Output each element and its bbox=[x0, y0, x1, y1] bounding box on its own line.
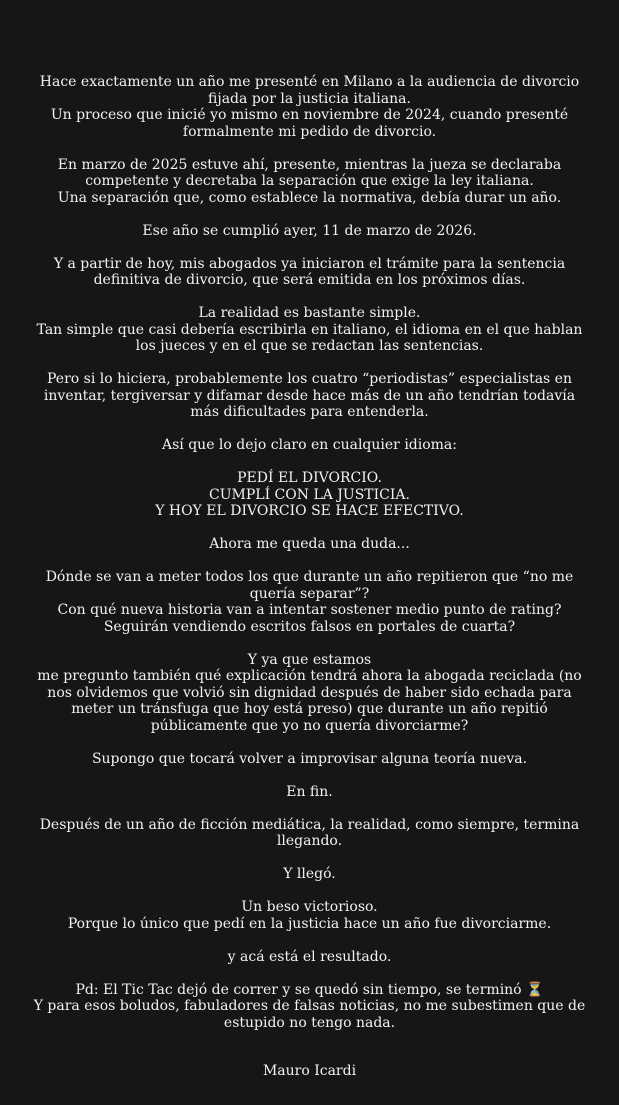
text-line: Porque lo único que pedí en la justicia hace un año fue divorciarme. bbox=[67, 915, 552, 932]
paragraph bbox=[0, 223, 619, 240]
signature: Mauro Icardi bbox=[262, 1063, 357, 1079]
text-line: Un proceso que inicié yo mismo en noviembre de 2024, cuando presenté bbox=[50, 107, 569, 123]
paragraph bbox=[0, 157, 619, 207]
text-line: Y ya que estamos bbox=[247, 651, 372, 668]
text-line: definitiva de divorcio, que será emitida en los próximos días. bbox=[93, 272, 526, 288]
paragraph bbox=[0, 74, 619, 140]
paragraph bbox=[0, 569, 619, 635]
text-line: más dificultades para entenderla. bbox=[190, 404, 429, 420]
text-line: Tan simple que casi debería escribirla en italiano, el idioma en el que hablan bbox=[36, 321, 583, 338]
text-line: y acá está el resultado. bbox=[227, 948, 392, 965]
text-line: estupido no tengo nada. bbox=[223, 1014, 396, 1031]
text-line: Con qué nueva historia van a intentar sostener medio punto de rating? bbox=[57, 602, 562, 618]
text-line: competente y decretaba la separación que exige la ley italiana. bbox=[85, 173, 534, 189]
text-line: CUMPLÍ CON LA JUSTICIA. bbox=[209, 486, 410, 503]
text-line: Y para esos boludos, fabuladores de falsas noticias, no me subestimen que de bbox=[33, 998, 586, 1014]
paragraph bbox=[0, 437, 619, 454]
text-line: Dónde se van a meter todos los que durante un año repitieron que “no me bbox=[45, 569, 574, 585]
paragraph bbox=[0, 784, 619, 801]
text-line: Una separación que, como establece la normativa, debía durar un año. bbox=[57, 189, 562, 206]
paragraph bbox=[0, 751, 619, 768]
paragraph bbox=[0, 305, 619, 355]
paragraph bbox=[0, 899, 619, 932]
text-line: En marzo de 2025 estuve ahí, presente, mientras la jueza se declaraba bbox=[57, 156, 562, 173]
text-line: Ahora me queda una duda... bbox=[209, 536, 410, 552]
paragraph bbox=[0, 817, 619, 850]
paragraph bbox=[0, 256, 619, 289]
text-line: Y a partir de hoy, mis abogados ya iniciaron el trámite para la sentencia bbox=[53, 255, 566, 272]
text-line: Así que lo dejo claro en cualquier idioma: bbox=[162, 437, 457, 453]
text-line: Pd: El Tic Tac dejó de correr y se quedó sin tiempo, se terminó ⏳ bbox=[75, 981, 544, 998]
paragraph bbox=[0, 470, 619, 520]
text-line: inventar, tergiversar y difamar desde hace más de un año tendrían todavía bbox=[43, 387, 576, 404]
text-line: PEDÍ EL DIVORCIO. bbox=[237, 470, 382, 486]
paragraph bbox=[0, 982, 619, 1032]
text-line: públicamente que yo no quería divorciarme? bbox=[150, 717, 469, 734]
text-line: Un beso victorioso. bbox=[241, 899, 378, 915]
text-line: Y HOY EL DIVORCIO SE HACE EFECTIVO. bbox=[155, 503, 464, 519]
paragraph bbox=[0, 536, 619, 553]
text-line: La realidad es bastante simple. bbox=[198, 305, 421, 321]
text-line: me pregunto también qué explicación tendrá ahora la abogada reciclada (no bbox=[37, 668, 582, 684]
statement-text bbox=[0, 74, 619, 1080]
text-line: formalmente mi pedido de divorcio. bbox=[182, 123, 437, 140]
text-line: Seguirán vendiendo escritos falsos en portales de cuarta? bbox=[103, 618, 516, 635]
paragraph bbox=[0, 949, 619, 966]
text-line: los jueces y en el que se redactan las sentencias. bbox=[135, 338, 484, 354]
text-line: fijada por la justicia italiana. bbox=[208, 90, 411, 107]
text-line: llegando. bbox=[276, 833, 343, 849]
text-line: Hace exactamente un año me presenté en Milano a la audiencia de divorcio bbox=[39, 74, 580, 90]
statement-body bbox=[0, 74, 619, 1031]
text-line: nos olvidemos que volvió sin dignidad después de haber sido echada para bbox=[47, 684, 572, 701]
text-line: Después de un año de ficción mediática, la realidad, como siempre, termina bbox=[39, 816, 580, 833]
text-line: Pero si lo hiciera, probablemente los cuatro “periodistas” especialistas en bbox=[47, 371, 572, 387]
paragraph bbox=[0, 866, 619, 883]
text-line: quería separar”? bbox=[249, 585, 370, 602]
paragraph bbox=[0, 371, 619, 421]
text-line: En fin. bbox=[286, 783, 333, 800]
text-line: meter un tránsfuga que hoy está preso) que durante un año repitió bbox=[71, 701, 548, 717]
text-line: Y llegó. bbox=[283, 866, 336, 882]
text-line: Supongo que tocará volver a improvisar alguna teoría nueva. bbox=[91, 750, 528, 767]
paragraph bbox=[0, 652, 619, 735]
text-line: Ese año se cumplió ayer, 11 de marzo de 2026. bbox=[142, 222, 477, 239]
